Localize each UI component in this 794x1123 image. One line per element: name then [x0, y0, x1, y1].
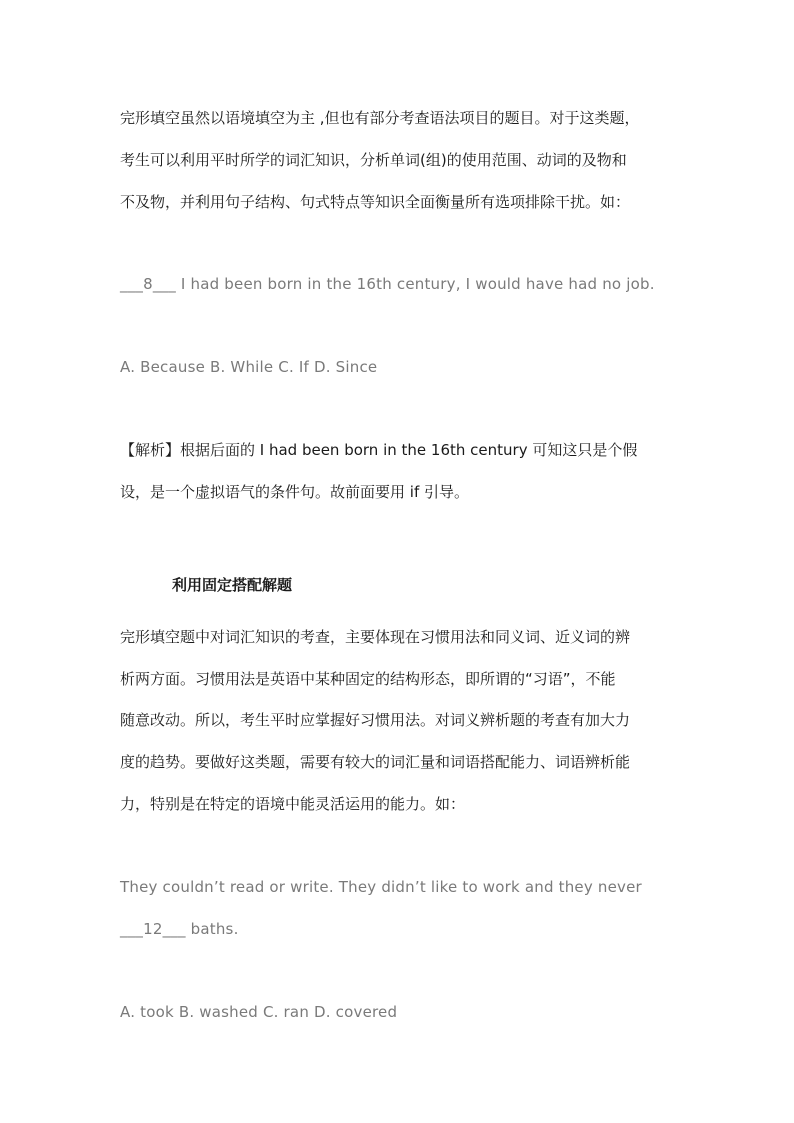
analysis-line: 【解析】根据后面的 I had been born in the 16th century 可知这只是个假 — [120, 441, 638, 459]
question-12-stem: ___12___ baths. — [120, 920, 239, 938]
question-12-options: A. took B. washed C. ran D. covered — [120, 1003, 398, 1021]
paragraph-line: 完形填空虽然以语境填空为主 ,但也有部分考查语法项目的题目。对于这类题， — [120, 109, 640, 127]
question-8-stem: ___8___ I had been born in the 16th century, I would have had no job. — [120, 275, 655, 293]
paragraph-line: 随意改动。所以，考生平时应掌握好习惯用法。对词义辨析题的考查有加大力 — [120, 711, 631, 729]
section-heading: 利用固定搭配解题 — [172, 576, 293, 594]
question-12-stem: They couldn’t read or write. They didn’t like to work and they never — [120, 878, 642, 896]
paragraph-line: 力，特别是在特定的语境中能灵活运用的能力。如： — [120, 795, 466, 813]
paragraph-line: 完形填空题中对词汇知识的考查，主要体现在习惯用法和同义词、近义词的辨 — [120, 628, 631, 646]
paragraph-line: 不及物，并利用句子结构、句式特点等知识全面衡量所有选项排除干扰。如： — [120, 193, 631, 211]
question-8-options: A. Because B. While C. If D. Since — [120, 358, 378, 376]
paragraph-line: 考生可以利用平时所学的词汇知识，分析单词(组)的使用范围、动词的及物和 — [120, 151, 627, 169]
paragraph-line: 度的趋势。要做好这类题，需要有较大的词汇量和词语搭配能力、词语辨析能 — [120, 753, 631, 771]
paragraph-line: 析两方面。习惯用法是英语中某种固定的结构形态，即所谓的“习语”，不能 — [120, 670, 616, 688]
analysis-line: 设，是一个虚拟语气的条件句。故前面要用 if 引导。 — [120, 483, 469, 501]
